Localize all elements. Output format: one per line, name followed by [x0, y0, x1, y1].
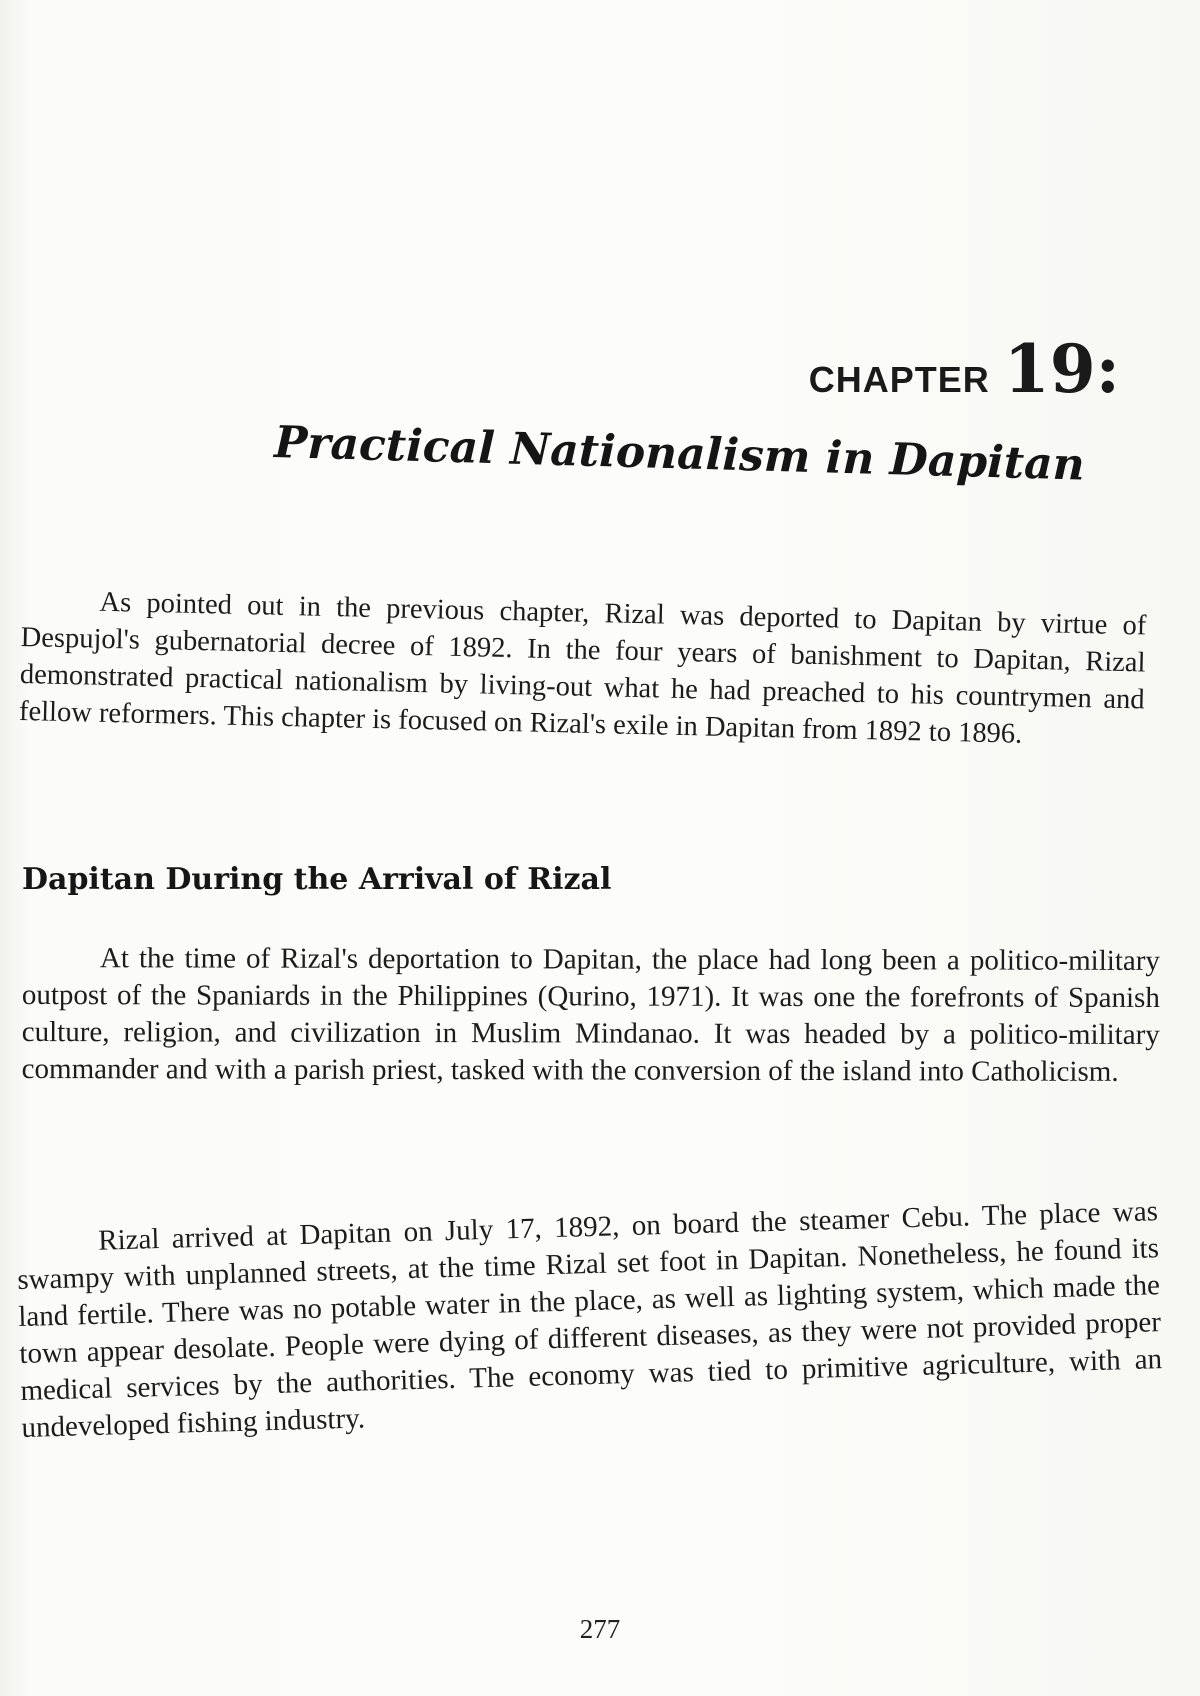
- body-paragraph: Rizal arrived at Dapitan on July 17, 1892, on board the steamer Cebu. The place was swampy with unplanned streets, at the time Rizal set foot in Dapitan. Nonetheless, he found its land fertile. There was no potable water in the place, as well as lighting system, which made the town appear desolate. People were dying of different diseases, as they were not provided proper medical services by the authorities. The economy was tied to primitive agriculture, with an undeveloped fishing industry.: [16, 1195, 1163, 1445]
- body-paragraph: At the time of Rizal's deportation to Dapitan, the place had long been a politico-military outpost of the Spaniards in the Philippines (Qurino, 1971). It was one the forefronts of Spanish culture, religion, and civilization in Muslim Mindanao. It was headed by a politico-military commander and with a parish priest, tasked with the conversion of the island into Catholicism.: [21, 942, 1160, 1088]
- chapter-label: [809, 330, 1120, 408]
- section-heading: Dapitan During the Arrival of Rizal: [22, 862, 612, 897]
- chapter-word: CHAPTER: [808, 359, 990, 400]
- intro-paragraph: As pointed out in the previous chapter, Rizal was deported to Dapitan by virtue of Despujol's gubernatorial decree of 1892. In the four years of banishment to Dapitan, Rizal demonstrated practical nationalism by living-out what he had preached to his countrymen and fellow reformers. This chapter is focused on Rizal's exile in Dapitan from 1892 to 1896.: [18, 586, 1147, 750]
- chapter-number: 19:: [1003, 330, 1120, 408]
- page-number: 277: [579, 1614, 621, 1644]
- chapter-title: Practical Nationalism in Dapitan: [273, 417, 1086, 492]
